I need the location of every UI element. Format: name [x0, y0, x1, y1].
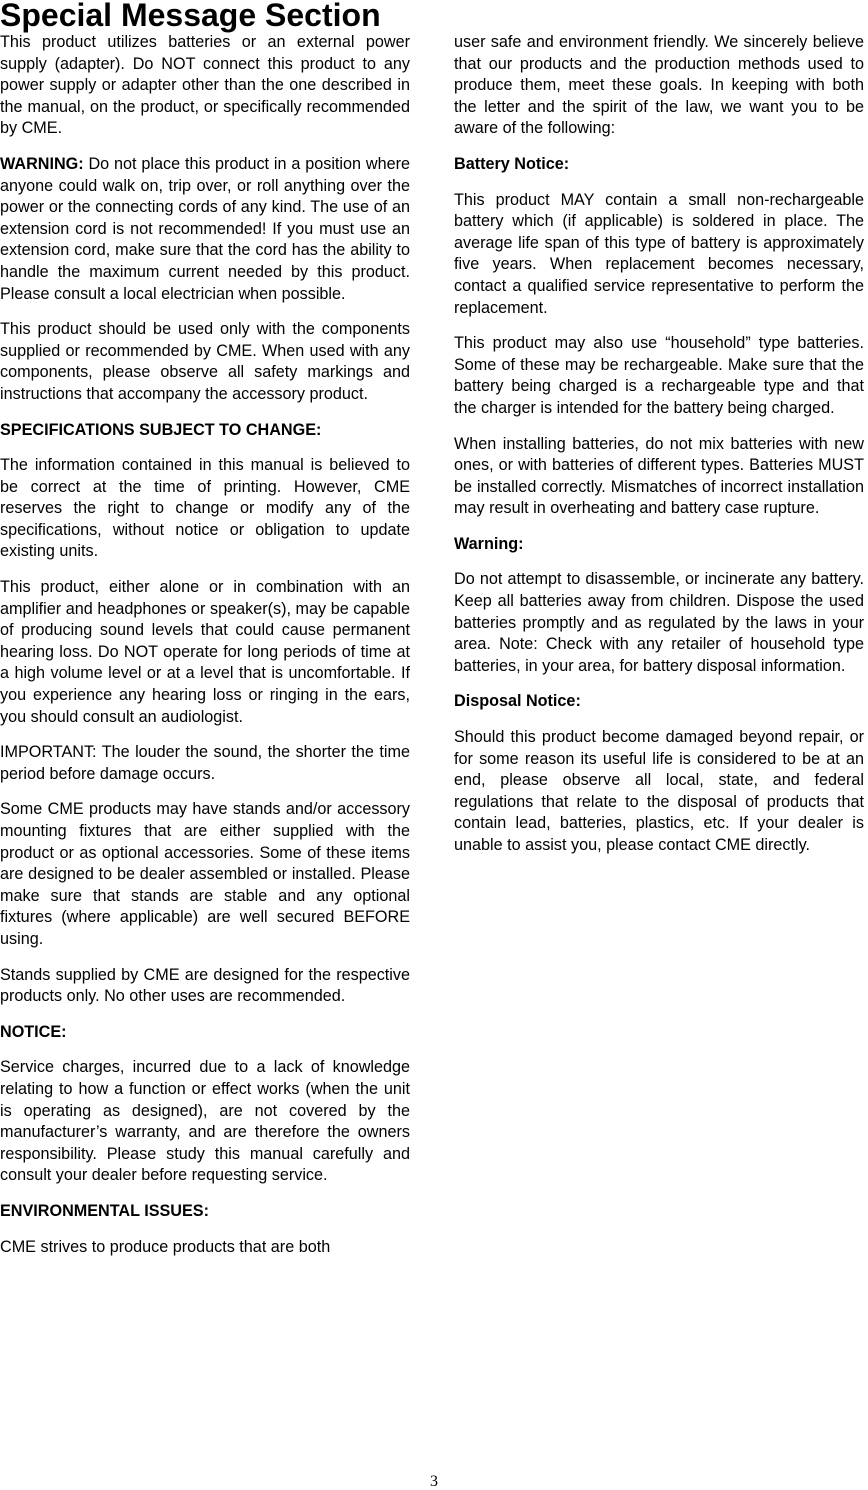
battery-install-paragraph: When installing batteries, do not mix batteries with new ones, or with batteries of different types. Batteries MUST be installed correctly. Mismatches of incorrect installation may result in overheating and battery case rupture.	[454, 434, 864, 518]
stands-usage-paragraph: Stands supplied by CME are designed for the respective products only. No other uses are recommended.	[0, 965, 410, 1006]
battery-warning-paragraph: Do not attempt to disassemble, or incinerate any battery. Keep all batteries away from children. Dispose the used batteries promptly and as regulated by the laws in your area. Note: Check with any retailer of household type batteries, in your area, for battery disposal information.	[454, 570, 864, 675]
specifications-heading: SPECIFICATIONS SUBJECT TO CHANGE:	[0, 420, 322, 439]
left-column	[0, 32, 410, 1272]
right-column	[454, 32, 864, 871]
battery-warning-heading: Warning:	[454, 534, 524, 553]
environmental-paragraph-continued: user safe and environment friendly. We sincerely believe that our products and the production methods used to produce them, meet these goals. In keeping with both the letter and the spirit of the law, we want you to be aware of the following:	[454, 33, 864, 138]
warning-paragraph	[0, 154, 410, 305]
components-paragraph: This product should be used only with the components supplied or recommended by CME. When used with any components, please observe all safety markings and instructions that accompany the accessory product.	[0, 320, 410, 403]
household-batteries-paragraph: This product may also use “household” type batteries. Some of these may be rechargeable. Make sure that the battery being charged is a rechargeable type and that the charger is intended for the battery being charged.	[454, 334, 864, 417]
stands-accessories-paragraph: Some CME products may have stands and/or accessory mounting fixtures that are either supplied with the product or as optional accessories. Some of these items are designed to be dealer assembled or installed. Please make sure that stands are stable and any optional fixtures (where applicable) are well secured BEFORE using.	[0, 800, 410, 948]
disposal-notice-heading: Disposal Notice:	[454, 692, 581, 711]
important-paragraph: IMPORTANT: The louder the sound, the shorter the time period before damage occurs.	[0, 743, 410, 783]
service-charges-paragraph: Service charges, incurred due to a lack of knowledge relating to how a function or effect works (when the unit is operating as designed), are not covered by the manufacturer’s warranty, and are therefore the owners responsibility. Please study this manual carefully and consult your dealer before requesting service.	[0, 1058, 410, 1185]
intro-paragraph: This product utilizes batteries or an external power supply (adapter). Do NOT connect this product to any power supply or adapter other than the one described in the manual, on the product, or specifically recommended by CME.	[0, 33, 410, 138]
disposal-paragraph: Should this product become damaged beyond repair, or for some reason its useful life is considered to be at an end, please observe all local, state, and federal regulations that relate to the disposal of products that contain lead, batteries, plastics, etc. If your dealer is unable to assist you, please contact CME directly.	[454, 728, 864, 854]
warning-label: WARNING:	[0, 154, 84, 173]
battery-lifespan-paragraph: This product MAY contain a small non-rechargeable battery which (if applicable) is soldered in place. The average life span of this type of battery is approximately five years. When replacement becomes necessary, contact a qualified service representative to perform the replacement.	[454, 190, 864, 317]
page-title: Special Message Section	[0, 0, 381, 33]
notice-heading: NOTICE:	[0, 1022, 67, 1041]
battery-notice-heading: Battery Notice:	[454, 154, 570, 173]
environmental-heading: ENVIRONMENTAL ISSUES:	[0, 1201, 209, 1220]
specifications-paragraph: The information contained in this manual is believed to be correct at the time of printing. However, CME reserves the right to change or modify any of the specifications, without notice or obligation to update existing units.	[0, 456, 410, 561]
environmental-paragraph-start: CME strives to produce products that are both	[0, 1237, 331, 1256]
warning-text: Do not place this product in a position where anyone could walk on, trip over, or roll anything over the power or the connecting cords of any kind. The use of an extension cord is not recommended! If you must use an extension cord, make sure that the cord has the ability to handle the maximum current needed by this product. Please consult a local electrician when possible.	[0, 154, 410, 303]
page-number: 3	[430, 1473, 438, 1490]
hearing-loss-paragraph: This product, either alone or in combination with an amplifier and headphones or speaker(s), may be capable of producing sound levels that could cause permanent hearing loss. Do NOT operate for long periods of time at a high volume level or at a level that is uncomfortable. If you experience any hearing loss or ringing in the ears, you should consult an audiologist.	[0, 578, 410, 726]
